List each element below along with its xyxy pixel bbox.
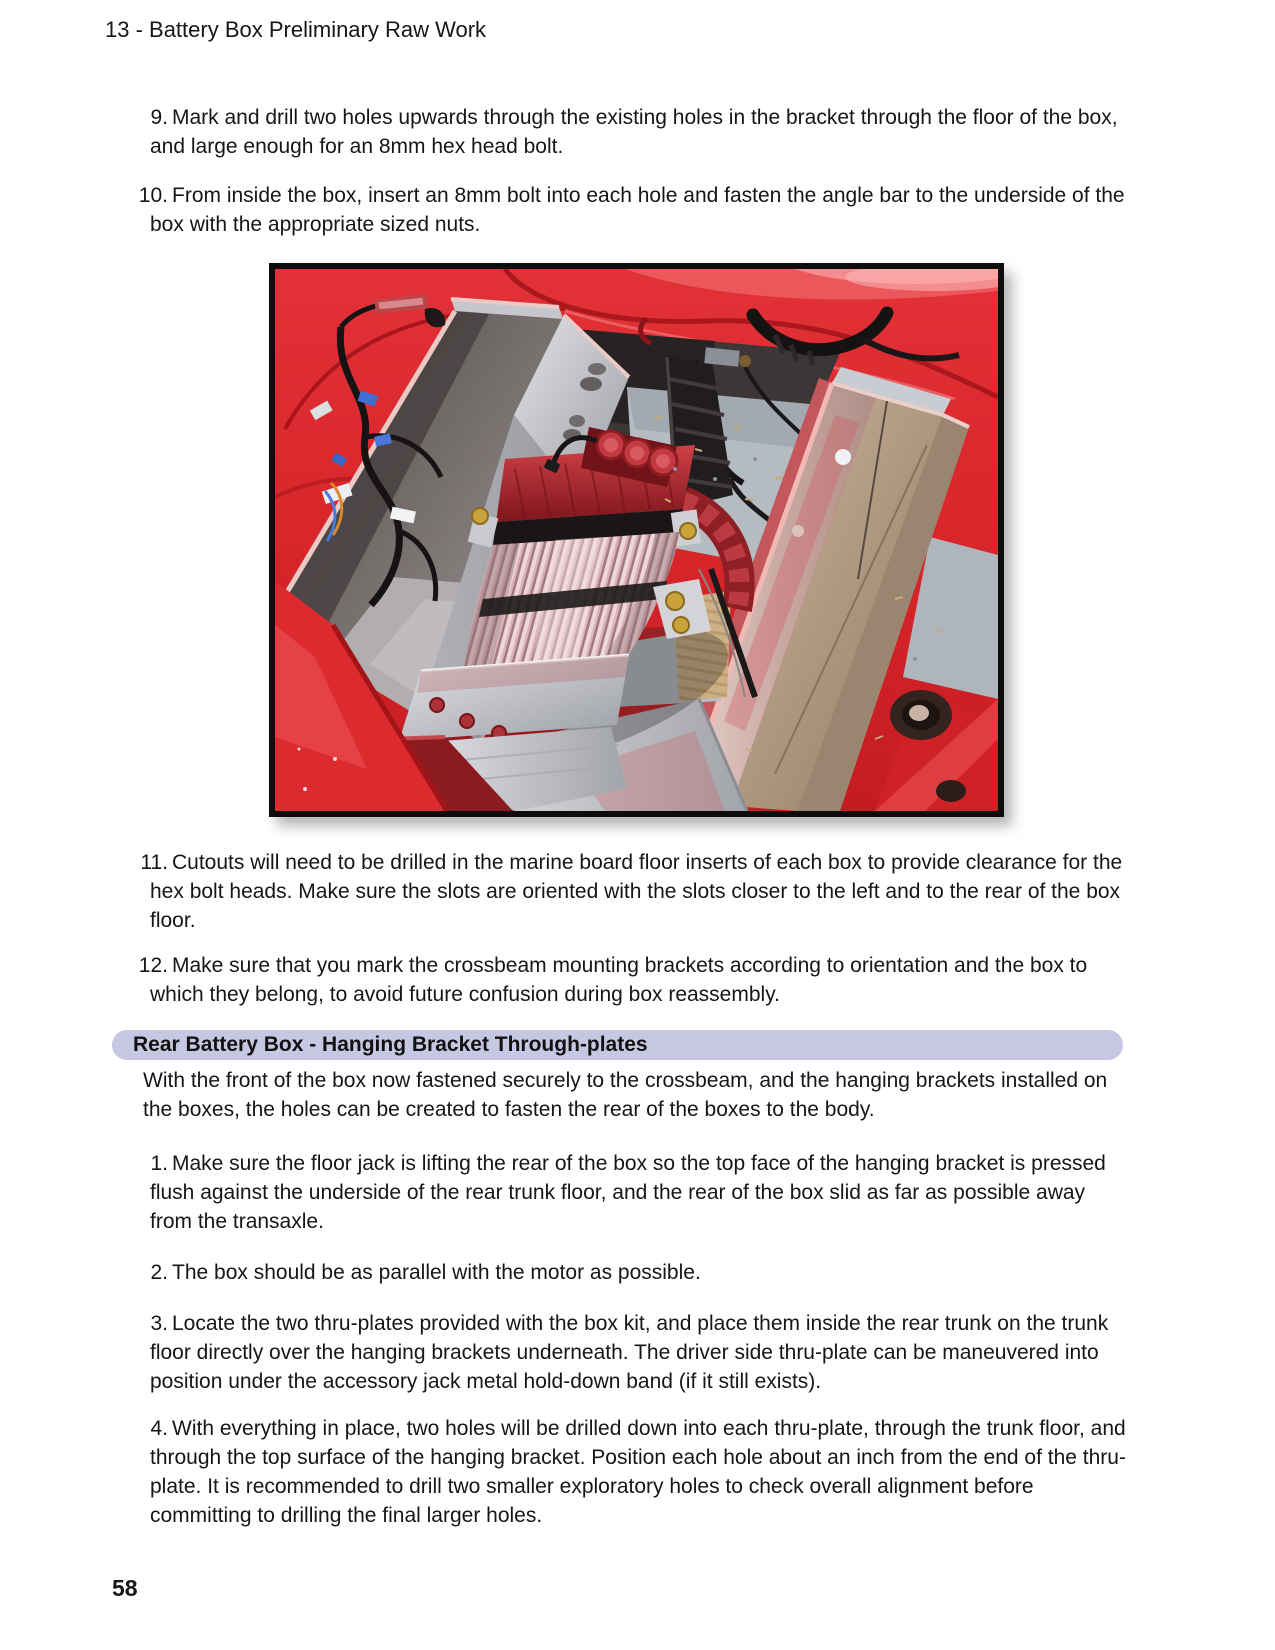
step-text: Mark and drill two holes upwards through the existing holes in the bracket through the floor of the box, and large enough for an 8mm hex head bolt. bbox=[150, 106, 1118, 158]
step-item-12 bbox=[138, 951, 1130, 1009]
step-text: From inside the box, insert an 8mm bolt into each hole and fasten the angle bar to the underside of the box with the appropriate sized nuts. bbox=[150, 184, 1125, 236]
photo-illustration bbox=[275, 269, 998, 811]
step-number: 9. bbox=[150, 106, 168, 129]
step-item-2 bbox=[150, 1258, 1130, 1287]
step-item-11 bbox=[140, 848, 1130, 935]
step-item-3 bbox=[150, 1309, 1130, 1396]
step-number: 2. bbox=[150, 1261, 168, 1284]
step-text: With everything in place, two holes will be drilled down into each thru-plate, through the trunk floor, and through the top surface of the hanging bracket. Position each hole about an inch from the end of the thru-plate. It is recommended to drill two smaller exploratory holes to check overall alignment before committing to drilling the final larger holes. bbox=[150, 1417, 1126, 1527]
section-intro: With the front of the box now fastened securely to the crossbeam, and the hanging brackets installed on the boxes, the holes can be created to fasten the rear of the boxes to the body. bbox=[143, 1069, 1108, 1121]
page-number: 58 bbox=[112, 1575, 138, 1601]
step-number: 1. bbox=[150, 1152, 168, 1175]
step-text: Make sure the floor jack is lifting the rear of the box so the top face of the hanging bracket is pressed flush against the underside of the rear trunk floor, and the rear of the box slid as far as possible away from the transaxle. bbox=[150, 1152, 1106, 1233]
step-number: 12. bbox=[138, 954, 168, 977]
step-number: 4. bbox=[150, 1417, 168, 1440]
section-title: Rear Battery Box - Hanging Bracket Through-plates bbox=[133, 1033, 648, 1056]
section-header-bar bbox=[112, 1030, 1123, 1060]
page-header: 13 - Battery Box Preliminary Raw Work bbox=[105, 17, 487, 42]
step-text: Locate the two thru-plates provided with the box kit, and place them inside the rear trunk on the trunk floor directly over the hanging brackets underneath. The driver side thru-plate can be maneuvered into position under the accessory jack metal hold-down band (if it still exists). bbox=[150, 1312, 1109, 1393]
step-item-1 bbox=[150, 1149, 1130, 1236]
step-number: 11. bbox=[140, 851, 168, 874]
step-item-9 bbox=[150, 103, 1130, 161]
step-number: 10. bbox=[138, 184, 168, 207]
step-text: Make sure that you mark the crossbeam mounting brackets according to orientation and the box to which they belong, to avoid future confusion during box reassembly. bbox=[150, 954, 1088, 1006]
step-item-10 bbox=[138, 181, 1130, 239]
step-text: Cutouts will need to be drilled in the marine board floor inserts of each box to provide clearance for the hex bolt heads. Make sure the slots are oriented with the slots closer to the left and to the rear of the box floor. bbox=[150, 851, 1123, 932]
step-text: The box should be as parallel with the motor as possible. bbox=[172, 1261, 701, 1284]
step-item-4 bbox=[150, 1414, 1130, 1530]
step-number: 3. bbox=[150, 1312, 168, 1335]
battery-box-photo bbox=[269, 263, 1004, 817]
